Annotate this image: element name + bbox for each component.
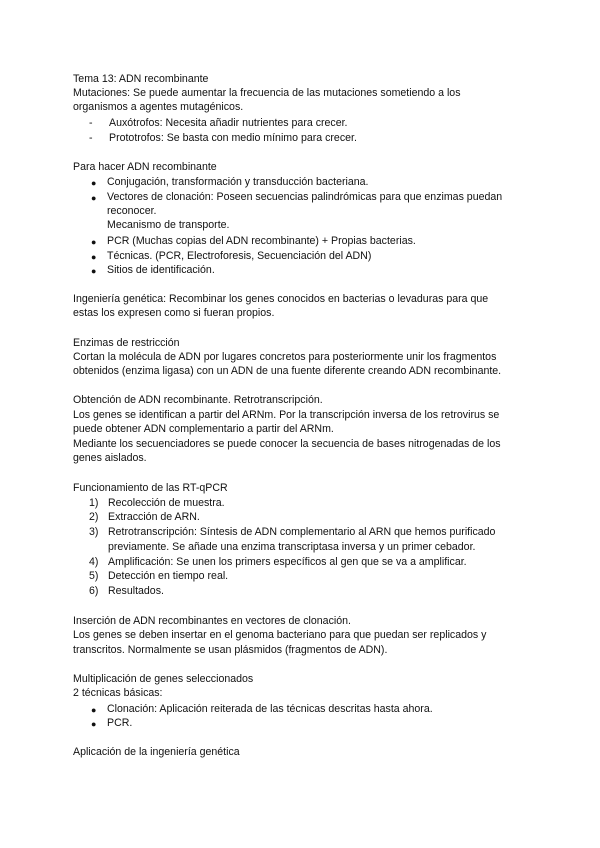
- page-title: Tema 13: ADN recombinante: [73, 73, 209, 85]
- list-number: 4): [89, 556, 99, 568]
- list-item: Amplificación: Se unen los primers específicos al gen que se va a amplificar.: [108, 556, 467, 568]
- section-heading-enzimas: Enzimas de restricción: [73, 337, 180, 349]
- enzimas-line-1: Cortan la molécula de ADN por lugares concretos para posteriormente unir los fragmentos: [73, 351, 497, 363]
- dash-bullet-icon: -: [89, 132, 93, 144]
- enzimas-line-2: obtenidos (enzima ligasa) con un ADN de una fuente diferente creando ADN recombinante.: [73, 365, 502, 377]
- list-item: Auxótrofos: Necesita añadir nutrientes para crecer.: [109, 117, 348, 129]
- bullet-icon: ●: [91, 719, 97, 729]
- list-item: Vectores de clonación: Poseen secuencias palindrómicas para que enzimas puedan: [107, 191, 503, 203]
- insercion-line-1: Los genes se deben insertar en el genoma bacteriano para que puedan ser replicados y: [73, 629, 487, 641]
- list-item: Técnicas. (PCR, Electroforesis, Secuenciación del ADN): [107, 250, 372, 262]
- list-item: Prototrofos: Se basta con medio mínimo para crecer.: [109, 132, 357, 144]
- list-item-continuation: reconocer.: [107, 205, 157, 217]
- dash-bullet-icon: -: [89, 117, 93, 129]
- list-item: Sitios de identificación.: [107, 264, 215, 276]
- list-item-continuation: Mecanismo de transporte.: [107, 219, 230, 231]
- list-number: 5): [89, 570, 99, 582]
- list-item: Resultados.: [108, 585, 164, 597]
- list-item: PCR (Muchas copias del ADN recombinante) + Propias bacterias.: [107, 235, 416, 247]
- bullet-icon: ●: [91, 252, 97, 262]
- mutaciones-line-1: Mutaciones: Se puede aumentar la frecuencia de las mutaciones sometiendo a los: [73, 87, 461, 99]
- list-item: Detección en tiempo real.: [108, 570, 229, 582]
- multiplicacion-line-1: 2 técnicas básicas:: [73, 687, 163, 699]
- bullet-icon: ●: [91, 193, 97, 203]
- section-heading-hacer: Para hacer ADN recombinante: [73, 161, 217, 173]
- insercion-line-2: transcritos. Normalmente se usan plásmidos (fragmentos de ADN).: [73, 644, 388, 656]
- list-number: 2): [89, 511, 99, 523]
- ingenieria-line-2: estas los expresen como si fueran propios.: [73, 307, 275, 319]
- list-item: Conjugación, transformación y transducción bacteriana.: [107, 176, 369, 188]
- list-item: PCR.: [107, 717, 133, 729]
- obtencion-line-2: puede obtener ADN complementario a partir del ARNm.: [73, 423, 334, 435]
- obtencion-line-4: genes aislados.: [73, 452, 147, 464]
- section-heading-funcionamiento: Funcionamiento de las RT-qPCR: [73, 482, 228, 494]
- section-heading-aplicacion: Aplicación de la ingeniería genética: [73, 746, 240, 758]
- mutaciones-line-2: organismos a agentes mutagénicos.: [73, 101, 244, 113]
- list-number: 1): [89, 497, 99, 509]
- list-number: 6): [89, 585, 99, 597]
- section-heading-multiplicacion: Multiplicación de genes seleccionados: [73, 673, 254, 685]
- bullet-icon: ●: [91, 266, 97, 276]
- list-number: 3): [89, 526, 99, 538]
- section-heading-obtencion: Obtención de ADN recombinante. Retrotranscripción.: [73, 394, 323, 406]
- bullet-icon: ●: [91, 237, 97, 247]
- list-item: Extracción de ARN.: [108, 511, 200, 523]
- obtencion-line-1: Los genes se identifican a partir del ARNm. Por la transcripción inversa de los retrovirus se: [73, 409, 500, 421]
- bullet-icon: ●: [91, 178, 97, 188]
- list-item: Clonación: Aplicación reiterada de las técnicas descritas hasta ahora.: [107, 703, 433, 715]
- list-item: Recolección de muestra.: [108, 497, 225, 509]
- section-heading-insercion: Inserción de ADN recombinantes en vectores de clonación.: [73, 615, 351, 627]
- bullet-icon: ●: [91, 705, 97, 715]
- list-item: Retrotranscripción: Síntesis de ADN complementario al ARN que hemos purificado: [108, 526, 496, 538]
- ingenieria-line-1: Ingeniería genética: Recombinar los genes conocidos en bacterias o levaduras para que: [73, 293, 489, 305]
- obtencion-line-3: Mediante los secuenciadores se puede conocer la secuencia de bases nitrogenadas de los: [73, 438, 501, 450]
- list-item-continuation: previamente. Se añade una enzima transcriptasa inversa y un primer cebador.: [108, 541, 476, 553]
